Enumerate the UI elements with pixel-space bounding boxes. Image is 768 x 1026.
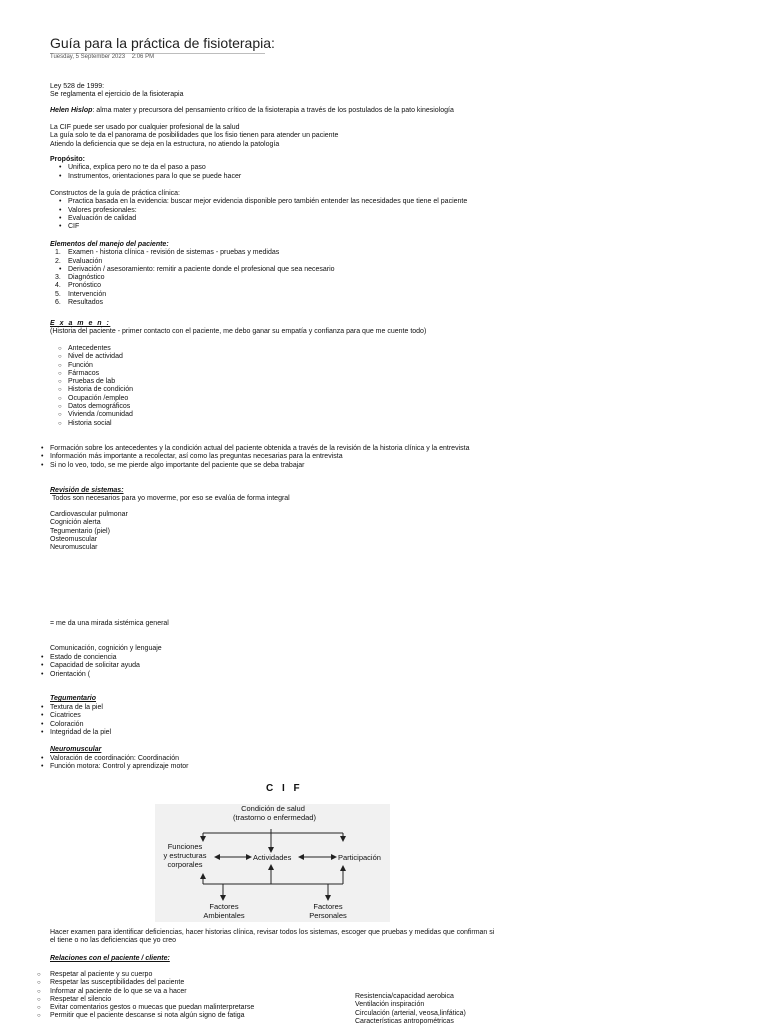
hislop-line [50, 107, 454, 115]
side-list [355, 993, 466, 1026]
list-item: • CIF [50, 223, 467, 231]
list-item: • Información más importante a recolectar, así como las preguntas necesarias para la entrevista [39, 453, 469, 461]
hislop-name: Helen Hislop [50, 107, 93, 114]
system-item: Cognición alerta [50, 519, 101, 527]
system-item: Tegumentario (piel) [50, 527, 110, 535]
neuromuscular-heading: Neuromuscular [50, 746, 102, 753]
cif-note: La CIF puede ser usado por cualquier profesional de la salud [50, 124, 240, 131]
list-item: 1. Examen - historia clínica - revisión de sistemas - pruebas y medidas [55, 249, 280, 257]
page-title: Guía para la práctica de fisioterapia: [50, 35, 275, 51]
comunicacion-heading: Comunicación, cognición y lenguaje [50, 645, 162, 652]
revision-heading: Revisión de sistemas: [50, 487, 124, 494]
list-item: ○ Ocupación /empleo [50, 395, 133, 403]
tegumentario-items [39, 704, 111, 737]
proposito-list [50, 164, 241, 181]
cif-note: La guía solo te da el panorama de posibilidades que los fisio tienen para atender un paciente [50, 132, 339, 140]
elementos-list [50, 249, 335, 307]
list-item: 4. Pronóstico [55, 282, 102, 290]
list-item: ○ Vivienda /comunidad [50, 411, 133, 419]
list-item: ○ Antecedentes [50, 345, 133, 353]
examen-heading: E x a m e n : [50, 320, 111, 327]
constructos-list [50, 198, 467, 231]
system-item: Cardiovascular pulmonar [50, 511, 128, 518]
node-actividades: Actividades [253, 853, 292, 862]
examen-section [50, 320, 426, 337]
cif-title: C I F [266, 783, 303, 794]
side-item: Características antropométricas [355, 1017, 454, 1025]
examen-notes [39, 445, 469, 470]
list-item: ○ Pruebas de lab [50, 378, 133, 386]
list-item: • Instrumentos, orientaciones para lo que se puede hacer [50, 173, 241, 181]
list-item: • Función motora: Control y aprendizaje motor [39, 763, 189, 771]
list-item: • Derivación / asesoramiento: remitir a paciente donde el profesional que sea necesario [59, 265, 335, 273]
conclusion-block [50, 929, 494, 946]
proposito-heading: Propósito: [50, 156, 85, 163]
side-item: Circulación (arterial, veosa,linfática) [355, 1009, 466, 1017]
page-time: 2:06 PM [131, 54, 155, 60]
systems-list [50, 511, 128, 552]
list-item: • Valoración de coordinación: Coordinación [39, 755, 189, 763]
relaciones-heading: Relaciones con el paciente / cliente: [50, 955, 170, 962]
list-item: ○ Nivel de actividad [50, 353, 133, 361]
list-item: • Evaluación de calidad [50, 215, 467, 223]
list-item: 3. Diagnóstico [55, 274, 105, 282]
node-condicion: Condición de salud (trastorno o enfermedad) [233, 804, 316, 822]
system-item: Neuromuscular [50, 544, 98, 552]
list-item: • Capacidad de solicitar ayuda [39, 662, 140, 670]
conclusion-line: Hacer examen para identificar deficiencias, hacer historias clínica, revisar todos los sistemas, escoger que pruebas y medidas que confirman si [50, 929, 495, 936]
list-item: • Estado de conciencia [39, 654, 140, 662]
constructos-section [50, 190, 467, 231]
elementos-section [50, 241, 335, 307]
cif-diagram [155, 804, 390, 922]
list-item: ○ Datos demográficos [50, 403, 133, 411]
node-ambientales: Factores Ambientales [203, 902, 245, 920]
list-item: ○ Historia de condición [50, 386, 133, 394]
list-item: • Formación sobre los antecedentes y la condición actual del paciente obtenida a través de la revisión de la historia clínica y la entrevista [39, 445, 469, 453]
conclusion-line: el tiene o no las deficiencias que yo creo [50, 937, 177, 945]
node-personales: Factores Personales [309, 902, 347, 920]
list-item: • Practica basada en la evidencia: buscar mejor evidencia disponible pero también entender las necesidades que tiene el paciente [50, 198, 467, 206]
side-item: Ventilación inspiración [355, 1001, 425, 1009]
elementos-heading: Elementos del manejo del paciente: [50, 241, 169, 248]
page-date: Tuesday, 5 September 2023 [50, 54, 126, 60]
relaciones-items [37, 971, 254, 1021]
revision-description: Todos son necesarios para yo moverme, por eso se evalúa de forma integral [52, 495, 290, 503]
list-item: ○ Respetar el silencio [37, 996, 254, 1004]
hislop-description: : alma mater y precursora del pensamiento crítico de la fisioterapia a través de los postulados de la pato kinesiología [92, 107, 454, 114]
examen-items [50, 345, 133, 428]
list-item: • Orientación ( [39, 671, 140, 679]
neuromuscular-list [39, 755, 189, 772]
law-description: Se reglamenta el ejercicio de la fisioterapia [50, 91, 184, 99]
node-participacion: Participación [338, 853, 381, 862]
list-item: ○ Respetar al paciente y su cuerpo [37, 971, 254, 979]
proposito-section [50, 156, 241, 181]
side-item: Resistencia/capacidad aerobica [355, 993, 454, 1000]
list-item: ○ Permitir que el paciente descanse si nota algún signo de fatiga [37, 1012, 254, 1020]
list-item: • Cicatrices [39, 712, 111, 720]
intro-block [50, 83, 183, 100]
comunicacion-list [39, 654, 140, 679]
revision-section [50, 487, 290, 504]
law-title: Ley 528 de 1999: [50, 83, 105, 90]
system-item: Osteomuscular [50, 535, 98, 543]
list-item: ○ Fármacos [50, 370, 133, 378]
list-item: ○ Respetar las susceptibilidades del paciente [37, 979, 254, 987]
list-item: 2. Evaluación [55, 257, 103, 265]
mirada-note: = me da una mirada sistémica general [50, 620, 169, 627]
list-item: 6. Resultados [55, 299, 104, 307]
comunicacion-items [39, 654, 140, 679]
list-item: • Si no lo veo, todo, se me pierde algo importante del paciente que se deba trabajar [39, 462, 469, 470]
page-timestamp [50, 54, 154, 60]
list-item: ○ Función [50, 362, 133, 370]
relaciones-list [37, 971, 254, 1021]
cif-notes [50, 124, 338, 149]
constructos-heading: Constructos de la guía de práctica clínica: [50, 190, 180, 197]
list-item: • Textura de la piel [39, 704, 111, 712]
tegumentario-list [39, 704, 111, 737]
list-item: • Coloración [39, 721, 111, 729]
examen-notes-list [39, 445, 469, 470]
neuromuscular-items [39, 755, 189, 772]
list-item: • Integridad de la piel [39, 729, 111, 737]
examen-list [50, 345, 133, 428]
list-item: 5. Intervención [55, 290, 107, 298]
cif-note: Atiendo la deficiencia que se deja en la estructura, no atiendo la patología [50, 140, 280, 148]
tegumentario-heading: Tegumentario [50, 695, 97, 702]
node-funciones: Funciones y estructuras corporales [163, 842, 207, 869]
list-item: ○ Evitar comentarios gestos o muecas que puedan malinterpretarse [37, 1004, 254, 1012]
list-item: • Valores profesionales: [50, 207, 467, 215]
list-item: ○ Historia social [50, 420, 133, 428]
list-item: • Unifica, explica pero no te da el paso a paso [50, 164, 241, 172]
examen-description: (Historia del paciente - primer contacto con el paciente, me debo ganar su empatía y confianza para que me cuente todo) [50, 328, 427, 336]
list-item: ○ Informar al paciente de lo que se va a hacer [37, 988, 254, 996]
